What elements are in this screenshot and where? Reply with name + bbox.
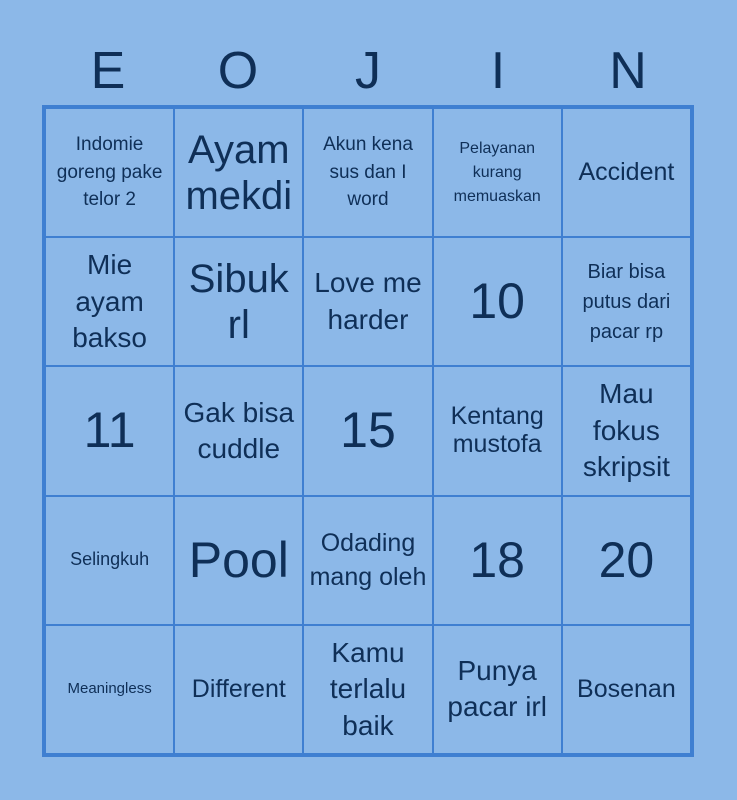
bingo-cell[interactable]: 11: [45, 366, 174, 495]
bingo-cell[interactable]: Pelayanan kurang memuaskan: [433, 108, 562, 237]
bingo-cell[interactable]: Punya pacar irl: [433, 625, 562, 754]
bingo-cell[interactable]: Mau fokus skripsit: [562, 366, 691, 495]
bingo-cell[interactable]: Odading mang oleh: [303, 496, 432, 625]
bingo-cell[interactable]: Kamu terlalu baik: [303, 625, 432, 754]
bingo-cell[interactable]: Love me harder: [303, 237, 432, 366]
bingo-cell[interactable]: Ayam mekdi: [174, 108, 303, 237]
bingo-cell[interactable]: Selingkuh: [45, 496, 174, 625]
bingo-cell[interactable]: Akun kena sus dan I word: [303, 108, 432, 237]
bingo-cell[interactable]: Pool: [174, 496, 303, 625]
bingo-board: [42, 105, 694, 757]
bingo-cell[interactable]: 10: [433, 237, 562, 366]
bingo-cell[interactable]: Meaningless: [45, 625, 174, 754]
bingo-cell[interactable]: Bosenan: [562, 625, 691, 754]
header-letter-1: E: [90, 42, 126, 100]
bingo-cell[interactable]: 15: [303, 366, 432, 495]
bingo-header: [43, 40, 693, 102]
bingo-cell[interactable]: Mie ayam bakso: [45, 237, 174, 366]
header-letter-3: J: [355, 42, 381, 100]
bingo-cell[interactable]: Kentang mustofa: [433, 366, 562, 495]
bingo-cell[interactable]: 18: [433, 496, 562, 625]
bingo-cell[interactable]: Accident: [562, 108, 691, 237]
bingo-cell[interactable]: 20: [562, 496, 691, 625]
bingo-cell[interactable]: Biar bisa putus dari pacar rp: [562, 237, 691, 366]
bingo-cell[interactable]: Gak bisa cuddle: [174, 366, 303, 495]
bingo-cell[interactable]: Different: [174, 625, 303, 754]
header-letter-2: O: [217, 42, 259, 100]
header-letter-5: N: [609, 42, 647, 100]
bingo-cell[interactable]: Indomie goreng pake telor 2: [45, 108, 174, 237]
header-letter-4: I: [490, 42, 506, 100]
bingo-cell[interactable]: Sibuk rl: [174, 237, 303, 366]
